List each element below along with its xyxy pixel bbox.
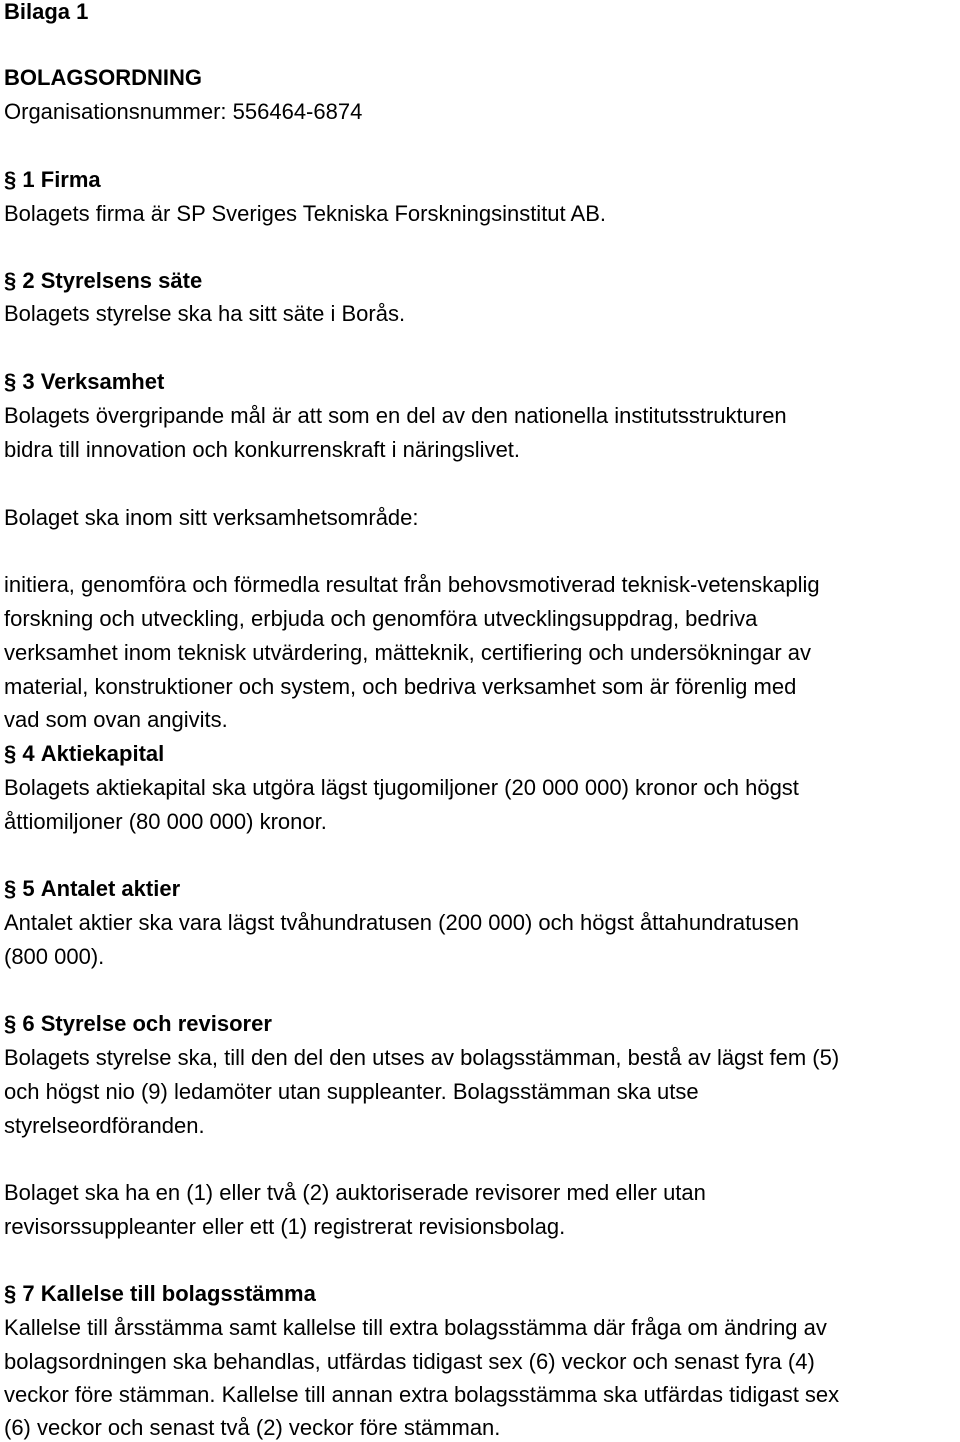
section-title: Verksamhet: [40, 369, 165, 394]
section-number: 6: [22, 1011, 35, 1036]
section-text-line: veckor före stämman. Kallelse till annan extra bolagsstämma ska utfärdas tidigast sex: [4, 1382, 840, 1407]
section-heading-1: [4, 166, 101, 194]
section-heading-4: [4, 740, 164, 768]
section-text-line: åttiomiljoner (80 000 000) kronor.: [4, 809, 327, 834]
section-text-line: styrelseordföranden.: [4, 1113, 205, 1138]
section-number: 1: [22, 167, 35, 192]
annex-label: Bilaga 1: [4, 0, 89, 24]
section-symbol: §: [4, 1281, 17, 1306]
section-heading-7: [4, 1280, 316, 1308]
section-text-line: (800 000).: [4, 944, 105, 969]
section-text-line: Kallelse till årsstämma samt kallelse till extra bolagsstämma där fråga om ändring av: [4, 1315, 827, 1340]
section-number: 2: [22, 268, 35, 293]
section-number: 7: [22, 1281, 35, 1306]
section-symbol: §: [4, 1011, 17, 1036]
section-symbol: §: [4, 369, 17, 394]
section-number: 3: [22, 369, 35, 394]
section-title: Firma: [40, 167, 101, 192]
section-text-line: bidra till innovation och konkurrenskraft i näringslivet.: [4, 437, 521, 462]
section-text-line: initiera, genomföra och förmedla resultat från behovsmotiverad teknisk-vetenskaplig: [4, 572, 820, 597]
section-text-line: vad som ovan angivits.: [4, 707, 228, 732]
section-number: 5: [22, 876, 35, 901]
section-title: Styrelsens säte: [40, 268, 203, 293]
section-number: 4: [22, 741, 35, 766]
section-text-line: forskning och utveckling, erbjuda och genomföra utvecklingsuppdrag, bedriva: [4, 606, 758, 631]
organization-number: Organisationsnummer: 556464-6874: [4, 99, 363, 124]
section-title: Kallelse till bolagsstämma: [40, 1281, 316, 1306]
document-title: BOLAGSORDNING: [4, 65, 202, 90]
section-symbol: §: [4, 876, 17, 901]
section-text-line: verksamhet inom teknisk utvärdering, mätteknik, certifiering och undersökningar av: [4, 640, 812, 665]
section-text-line: Bolagets styrelse ska ha sitt säte i Borås.: [4, 301, 406, 326]
section-text-line: (6) veckor och senast två (2) veckor före stämman.: [4, 1415, 501, 1440]
section-title: Antalet aktier: [40, 876, 181, 901]
section-text-line: Bolagets övergripande mål är att som en del av den nationella institutsstrukturen: [4, 403, 787, 428]
section-symbol: §: [4, 741, 17, 766]
section-text-line: material, konstruktioner och system, och bedriva verksamhet som är förenlig med: [4, 674, 797, 699]
section-text-line: Bolagets styrelse ska, till den del den utses av bolagsstämman, bestå av lägst fem (5): [4, 1045, 840, 1070]
section-text-line: Bolagets aktiekapital ska utgöra lägst tjugomiljoner (20 000 000) kronor och högst: [4, 775, 799, 800]
section-heading-6: [4, 1010, 272, 1038]
section-text-line: Bolaget ska inom sitt verksamhetsområde:: [4, 505, 419, 530]
section-text-line: revisorssuppleanter eller ett (1) registrerat revisionsbolag.: [4, 1214, 566, 1239]
section-symbol: §: [4, 167, 17, 192]
section-heading-2: [4, 267, 202, 295]
section-title: Aktiekapital: [40, 741, 165, 766]
section-heading-3: [4, 368, 164, 396]
section-title: Styrelse och revisorer: [40, 1011, 272, 1036]
section-heading-5: [4, 875, 180, 903]
section-text-line: och högst nio (9) ledamöter utan suppleanter. Bolagsstämman ska utse: [4, 1079, 699, 1104]
section-text-line: Bolaget ska ha en (1) eller två (2) auktoriserade revisorer med eller utan: [4, 1180, 706, 1205]
section-symbol: §: [4, 268, 17, 293]
section-text-line: Bolagets firma är SP Sveriges Tekniska Forskningsinstitut AB.: [4, 201, 607, 226]
section-text-line: Antalet aktier ska vara lägst tvåhundratusen (200 000) och högst åttahundratusen: [4, 910, 799, 935]
section-text-line: bolagsordningen ska behandlas, utfärdas tidigast sex (6) veckor och senast fyra (4): [4, 1349, 815, 1374]
